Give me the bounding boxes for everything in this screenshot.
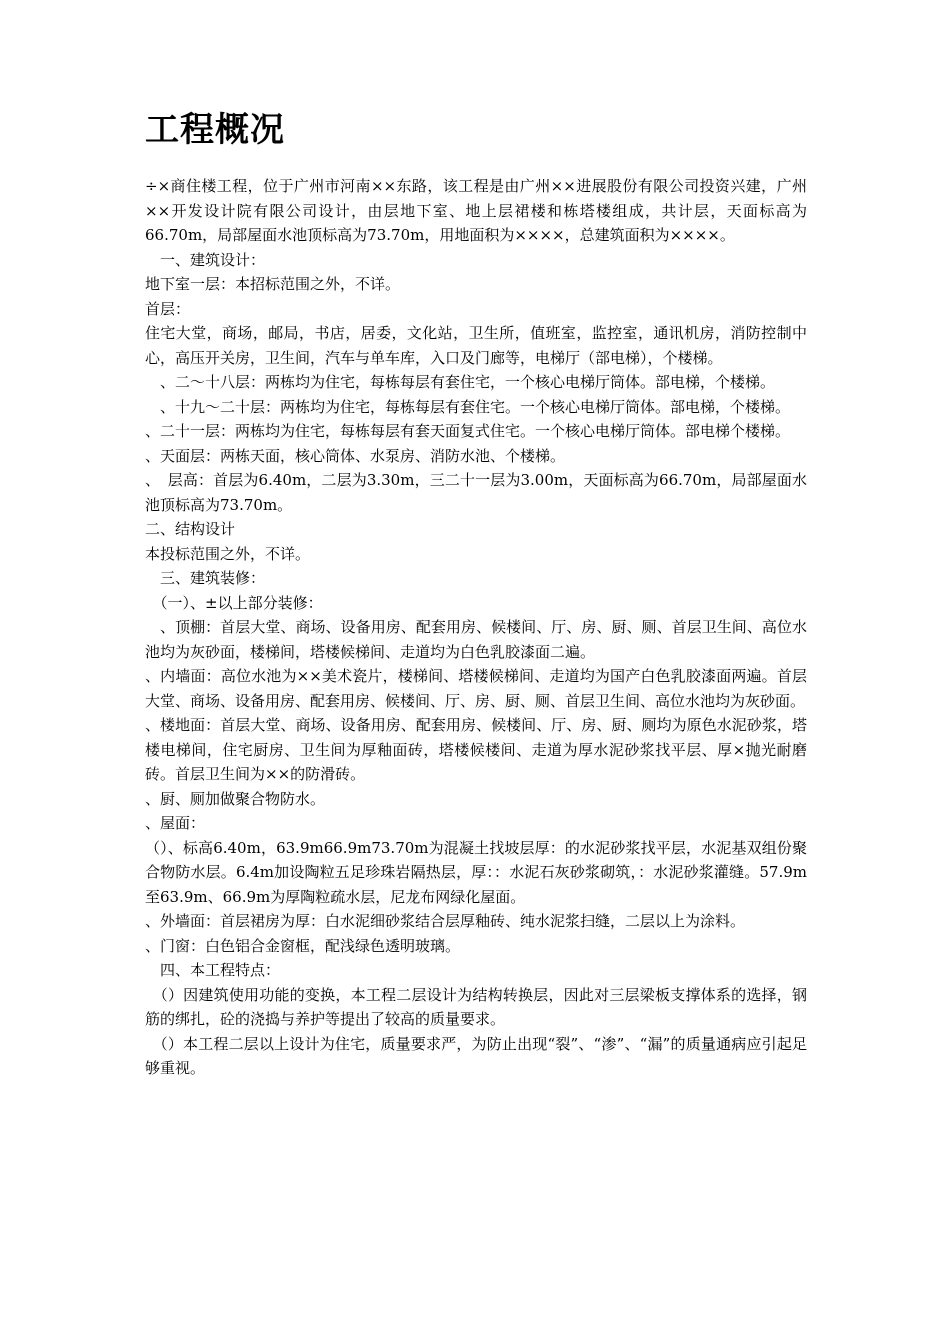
paragraph-roof-label: 、屋面： [145, 814, 206, 832]
document-body [145, 174, 807, 1081]
heading-decoration: 三、建筑装修： [145, 569, 266, 587]
paragraph-waterproofing: 、厨、厕加做聚合物防水。 [145, 789, 326, 808]
paragraph-floors-2-18: 、二～十八层：两栋均为住宅，每栋每层有套住宅，一个核心电梯厅筒体。部电梯，个楼梯。 [145, 373, 776, 391]
paragraph-roof-details: （）、标高6.40m，63.9m66.9m73.70m为混凝土找坡层厚：的水泥砂浆找平层，水泥基双组份聚合物防水层。6.4m加设陶粒五足珍珠岩隔热层，厚：：水泥石灰砂浆砌筑，：水泥砂浆灌缝。57.9m至63.9m、66.9m为厚陶粒疏水层，尼龙布网绿化屋面。 [145, 838, 807, 906]
paragraph-floor-heights: 、 层高：首层为6.40m，二层为3.30m，三二十一层为3.00m，天面标高为66.70m，局部屋面水池顶标高为73.70m。 [145, 471, 807, 514]
paragraph-overview: ÷×商住楼工程，位于广州市河南××东路，该工程是由广州××进展股份有限公司投资兴建，广州××开发设计院有限公司设计，由层地下室、地上层裙楼和栋塔楼组成，共计层，天面标高为66.70m，局部屋面水池顶标高为73.70m，用地面积为××××，总建筑面积为××××。 [145, 177, 807, 244]
document-page [145, 108, 807, 1081]
paragraph-interior-walls: 、内墙面：高位水池为××美术瓷片，楼梯间、塔楼候梯间、走道均为国产白色乳胶漆面两遍。首层大堂、商场、设备用房、配套用房、候楼间、厅、房、厨、厕、首层卫生间、高位水池均为灰砂面。 [145, 667, 807, 710]
heading-structural-design: 二、结构设计 [145, 520, 236, 538]
heading-architectural-design: 一、建筑设计： [145, 250, 266, 269]
paragraph-ceiling: 、顶棚：首层大堂、商场、设备用房、配套用房、候楼间、厅、房、厨、厕、首层卫生间、高位水池均为灰砂面，楼梯间，塔楼候梯间、走道均为白色乳胶漆面二遍。 [145, 618, 807, 661]
paragraph-feature-transfer-floor: （）因建筑使用功能的变换，本工程二层设计为结构转换层，因此对三层梁板支撑体系的选择，钢筋的绑扎，砼的浇捣与养护等提出了较高的质量要求。 [145, 985, 807, 1028]
paragraph-ground-floor-uses: 住宅大堂，商场，邮局，书店，居委，文化站，卫生所，值班室，监控室，通讯机房，消防控制中心，高压开关房，卫生间，汽车与单车库，入口及门廊等，电梯厅（部电梯），个楼梯。 [145, 324, 807, 367]
paragraph-structural-scope: 本投标范围之外，不详。 [145, 544, 311, 563]
heading-project-features: 四、本工程特点： [145, 961, 281, 979]
paragraph-floor-21: 、二十一层：两栋均为住宅，每栋每层有套天面复式住宅。一个核心电梯厅筒体。部电梯个楼梯。 [145, 422, 791, 440]
paragraph-exterior-walls: 、外墙面：首层裙房为厚：白水泥细砂浆结合层厚釉砖、纯水泥浆扫缝，二层以上为涂料。 [145, 912, 746, 930]
paragraph-floors-19-20: 、十九～二十层：两栋均为住宅，每栋每层有套住宅。一个核心电梯厅筒体。部电梯，个楼梯。 [145, 397, 791, 416]
paragraph-ground-floor-label: 首层： [145, 299, 191, 318]
paragraph-doors-windows: 、门窗：白色铝合金窗框，配浅绿色透明玻璃。 [145, 936, 461, 955]
paragraph-feature-quality: （）本工程二层以上设计为住宅，质量要求严，为防止出现“裂”、“渗”、“漏”的质量通病应引起足够重视。 [145, 1034, 807, 1077]
document-title: 工程概况 [145, 110, 285, 150]
heading-above-zero-decoration: （一）、±以上部分装修： [145, 593, 323, 612]
paragraph-floors: 、楼地面：首层大堂、商场、设备用房、配套用房、候楼间、厅、房、厨、厕均为原色水泥砂浆，塔楼电梯间，住宅厨房、卫生间为厚釉面砖，塔楼候楼间、走道为厚水泥砂浆找平层、厚×抛光耐磨砖。首层卫生间为××的防滑砖。 [145, 716, 807, 783]
paragraph-basement: 地下室一层：本招标范围之外，不详。 [145, 275, 401, 293]
paragraph-roof-level: 、天面层：两栋天面，核心筒体、水泵房、消防水池、个楼梯。 [145, 446, 566, 465]
